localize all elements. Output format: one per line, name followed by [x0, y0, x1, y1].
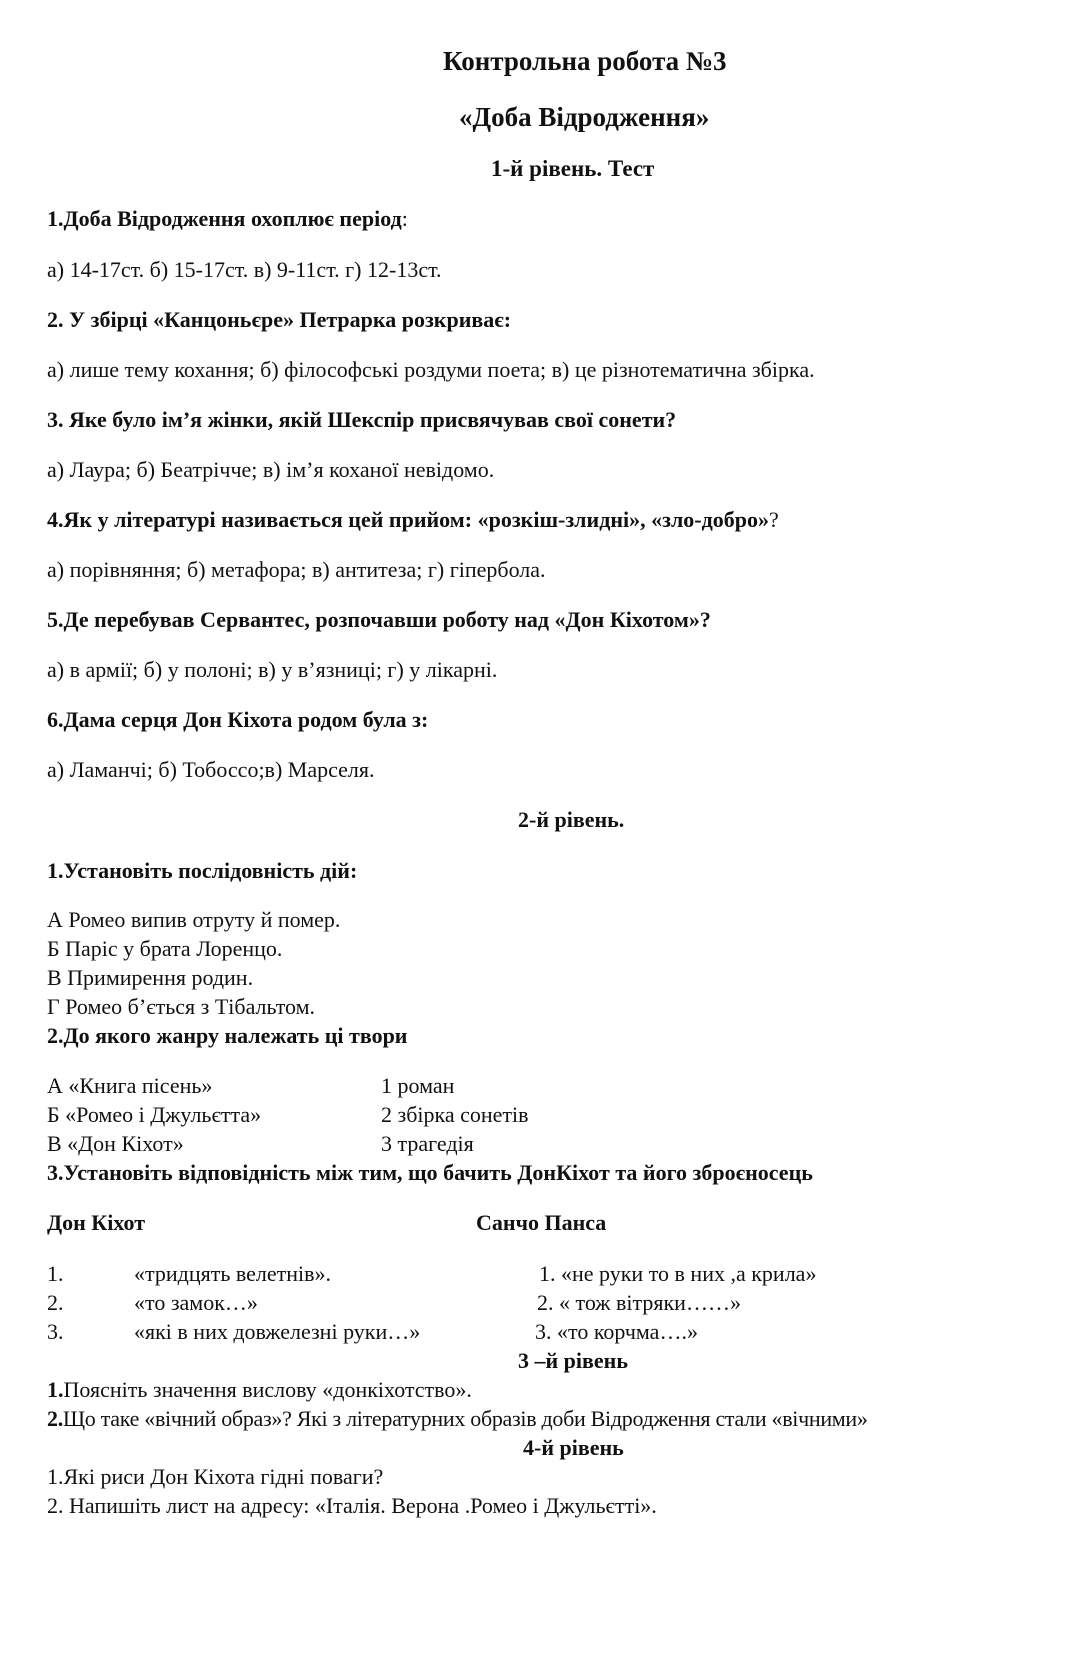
don-quixote-item: «які в них довжелезні руки…»	[134, 1319, 421, 1344]
work-item: Б «Ромео і Джульєтта»	[47, 1102, 262, 1127]
sancho-item: 2. « тож вітряки……»	[537, 1290, 741, 1315]
l3-question-2-text: Що таке «вічний образ»? Які з літературних образів доби Відродження стали «вічними»	[62, 1406, 868, 1431]
question-3: 3. Яке було ім’я жінки, якій Шекспір присвячував свої сонети?	[47, 407, 677, 432]
question-6: 6.Дама серця Дон Кіхота родом була з:	[47, 707, 429, 732]
answer-6: а) Ламанчі; б) Тобоссо;в) Марселя.	[47, 757, 375, 782]
answer-5: а) в армії; б) у полоні; в) у в’язниці; г) у лікарні.	[47, 657, 498, 682]
question-2: 2. У збірці «Канцоньєре» Петрарка розкриває:	[47, 307, 512, 332]
level1-heading: 1-й рівень. Тест	[491, 156, 655, 181]
level4-heading: 4-й рівень	[523, 1435, 624, 1460]
genre-item: 3 трагедія	[381, 1131, 474, 1156]
l2-question-3: 3.Установіть відповідність між тим, що бачить ДонКіхот та його зброєносець	[47, 1160, 813, 1185]
question-4-text: 4.Як у літературі називається цей прийом: «розкіш-злидні», «зло-добро»	[47, 507, 769, 532]
question-4-tail: ?	[769, 507, 779, 532]
question-4	[47, 507, 779, 533]
answer-1: а) 14-17ст. б) 15-17ст. в) 9-11ст. г) 12-13ст.	[47, 257, 442, 282]
answer-3: а) Лаура; б) Беатрічче; в) ім’я коханої невідомо.	[47, 457, 495, 482]
sancho-item: 1. «не руки то в них ,а крила»	[539, 1261, 817, 1286]
l2-question-1: 1.Установіть послідовність дій:	[47, 858, 358, 883]
answer-4: а) порівняння; б) метафора; в) антитеза; г) гіпербола.	[47, 557, 546, 582]
l3-question-1	[47, 1377, 472, 1403]
genre-item: 1 роман	[381, 1073, 455, 1098]
sequence-item: В Примирення родин.	[47, 965, 254, 990]
l4-question-2: 2. Напишіть лист на адресу: «Італія. Верона .Ромео і Джульєтті».	[47, 1493, 657, 1518]
l4-question-1: 1.Які риси Дон Кіхота гідні поваги?	[47, 1464, 384, 1489]
question-1-text: 1.Доба Відродження охоплює період	[47, 206, 402, 231]
level3-heading: 3 –й рівень	[518, 1348, 628, 1373]
row-number: 1.	[47, 1261, 64, 1286]
column-header-don-quixote: Дон Кіхот	[47, 1210, 146, 1235]
l3-question-2	[47, 1406, 868, 1432]
don-quixote-item: «то замок…»	[134, 1290, 258, 1315]
question-1-tail: :	[401, 206, 408, 231]
question-1	[47, 206, 408, 232]
work-item: А «Книга пісень»	[47, 1073, 213, 1098]
page-subtitle: «Доба Відродження»	[459, 102, 710, 132]
question-5: 5.Де перебував Сервантес, розпочавши роботу над «Дон Кіхотом»?	[47, 607, 711, 632]
column-header-sancho-panza: Санчо Панса	[476, 1210, 607, 1235]
l3-question-1-number: 1.	[47, 1377, 64, 1402]
page-title: Контрольна робота №3	[443, 46, 727, 76]
answer-2: а) лише тему кохання; б) філософські роздуми поета; в) це різнотематична збірка.	[47, 357, 815, 382]
work-item: В «Дон Кіхот»	[47, 1131, 184, 1156]
sancho-item: 3. «то корчма….»	[535, 1319, 698, 1344]
genre-item: 2 збірка сонетів	[381, 1102, 529, 1127]
sequence-item: Б Паріс у брата Лоренцо.	[47, 936, 283, 961]
l2-question-2: 2.До якого жанру належать ці твори	[47, 1023, 408, 1048]
l3-question-2-number: 2.	[47, 1406, 63, 1431]
row-number: 3.	[47, 1319, 64, 1344]
don-quixote-item: «тридцять велетнів».	[134, 1261, 332, 1286]
sequence-item: Г Ромео б’ється з Тібальтом.	[47, 994, 316, 1019]
row-number: 2.	[47, 1290, 64, 1315]
l3-question-1-text: Поясніть значення вислову «донкіхотство».	[63, 1377, 472, 1402]
level2-heading: 2-й рівень.	[518, 807, 625, 832]
sequence-item: А Ромео випив отруту й помер.	[47, 907, 341, 932]
